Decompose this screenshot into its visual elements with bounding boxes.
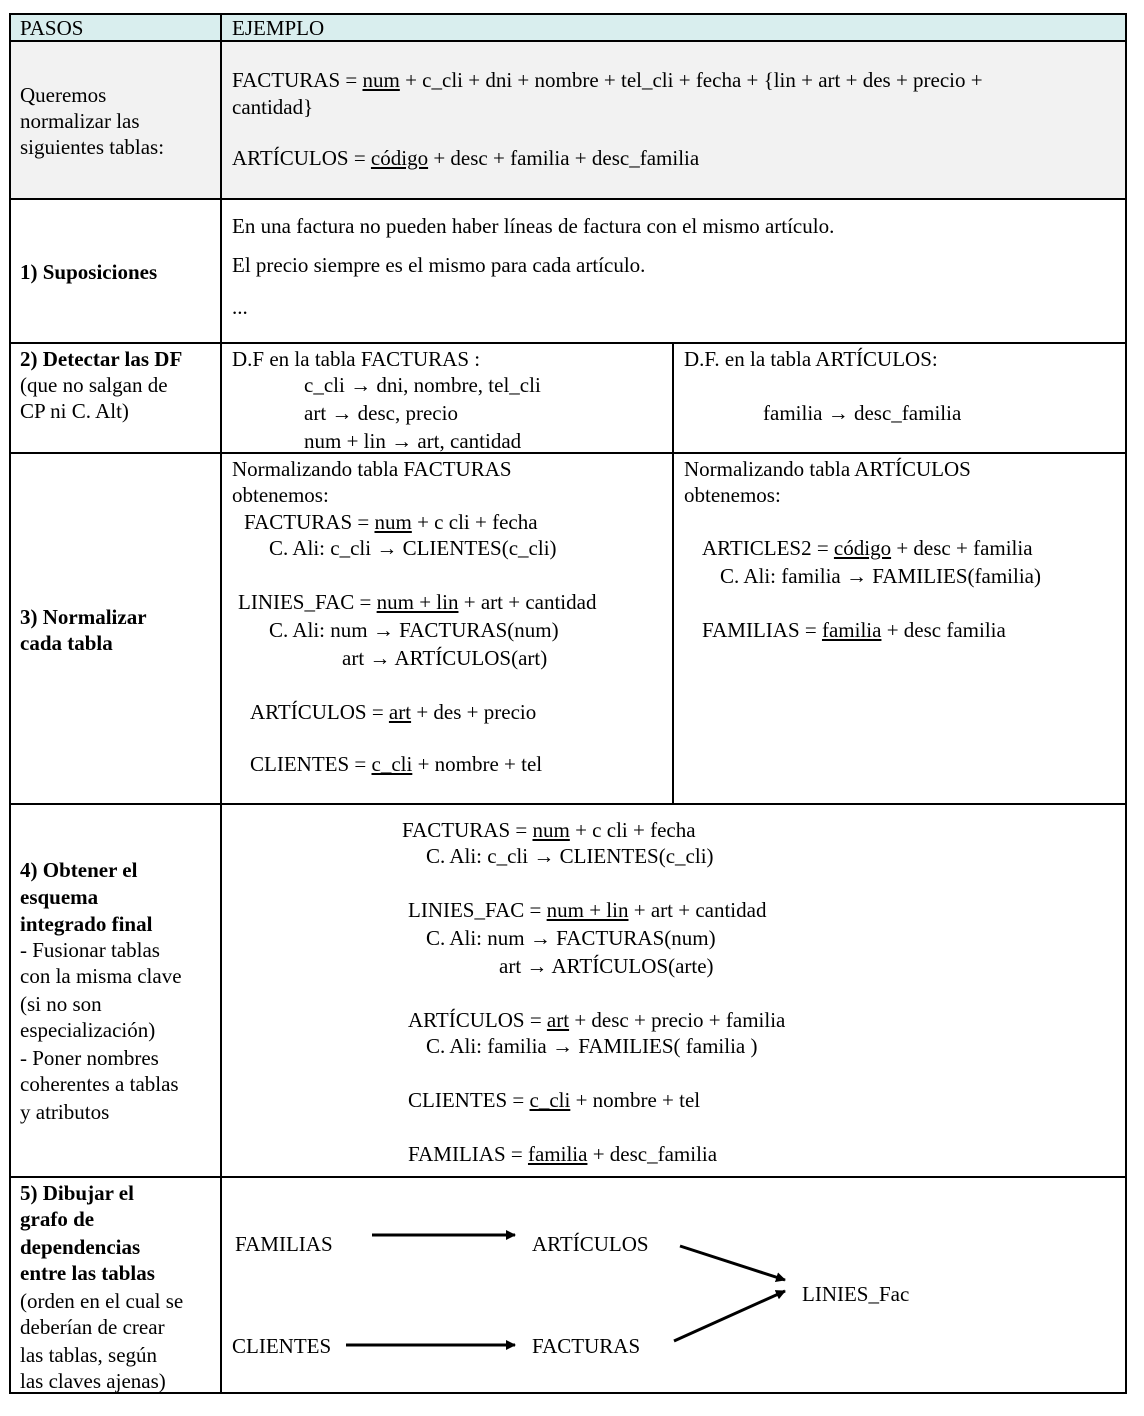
step5-title: 5) Dibujar el bbox=[20, 1181, 134, 1205]
step3-title: 3) Normalizar bbox=[20, 605, 147, 629]
intro-facturas-schema-cont: cantidad} bbox=[232, 95, 314, 119]
table-schema: LINIES_FAC = num + lin + art + cantidad bbox=[238, 590, 597, 614]
primary-key: num bbox=[374, 510, 412, 534]
step2-sub: (que no salgan de bbox=[20, 373, 168, 397]
header-pasos: PASOS bbox=[20, 16, 84, 40]
table-schema: FAMILIAS = familia + desc_familia bbox=[408, 1142, 718, 1166]
foreign-key: art → ARTÍCULOS(arte) bbox=[499, 954, 714, 978]
step5-note: las claves ajenas) bbox=[20, 1369, 166, 1393]
arrow-icon: → bbox=[376, 536, 398, 560]
arrow-icon: → bbox=[552, 1034, 573, 1058]
functional-dependency: familia → desc_familia bbox=[763, 401, 962, 425]
step5-note: las tablas, según bbox=[20, 1343, 158, 1367]
foreign-key: art → ARTÍCULOS(art) bbox=[342, 646, 548, 670]
primary-key: art bbox=[546, 1008, 570, 1032]
primary-key: num + lin bbox=[546, 898, 629, 922]
step2-sub: CP ni C. Alt) bbox=[20, 399, 129, 423]
header-row-bg bbox=[10, 14, 1126, 41]
foreign-key: C. Ali: num → FACTURAS(num) bbox=[426, 926, 716, 950]
intro-facturas-schema: FACTURAS = num + c_cli + dni + nombre + tel_cli + fecha + {lin + art + des + precio + bbox=[232, 68, 983, 92]
step4-note: especialización) bbox=[20, 1018, 156, 1042]
row-divider bbox=[9, 452, 1127, 454]
table-schema: ARTICLES2 = código + desc + familia bbox=[702, 536, 1033, 560]
step4-note: y atributos bbox=[20, 1100, 110, 1124]
column-divider bbox=[220, 13, 222, 1394]
functional-dependency: num + lin → art, cantidad bbox=[304, 429, 522, 453]
primary-key: num bbox=[362, 68, 400, 92]
functional-dependency: art → desc, precio bbox=[304, 401, 458, 425]
table-border-left bbox=[9, 13, 11, 1394]
arrow-icon: → bbox=[391, 429, 413, 453]
step3-left-intro: obtenemos: bbox=[232, 483, 329, 507]
graph-node-clientes: CLIENTES bbox=[232, 1334, 332, 1358]
graph-node-facturas: FACTURAS bbox=[532, 1334, 641, 1358]
primary-key: código bbox=[833, 536, 892, 560]
graph-node-familias: FAMILIAS bbox=[235, 1232, 333, 1256]
edge-facturas-linies bbox=[674, 1291, 785, 1341]
step4-title: integrado final bbox=[20, 912, 153, 936]
arrow-icon: → bbox=[827, 401, 849, 425]
primary-key: familia bbox=[821, 618, 882, 642]
arrow-icon: → bbox=[369, 646, 391, 670]
step4-note: (si no son bbox=[20, 992, 102, 1016]
table-schema: LINIES_FAC = num + lin + art + cantidad bbox=[408, 898, 767, 922]
step5-note: deberían de crear bbox=[20, 1315, 165, 1339]
primary-key: art bbox=[388, 700, 412, 724]
row-divider bbox=[9, 198, 1127, 200]
table-border-top bbox=[9, 13, 1127, 15]
step5-title: entre las tablas bbox=[20, 1261, 155, 1285]
arrow-icon: → bbox=[372, 618, 394, 642]
arrow-icon: → bbox=[533, 844, 555, 868]
row-divider bbox=[9, 342, 1127, 344]
graph-node-articulos: ARTÍCULOS bbox=[532, 1232, 649, 1256]
intro-step-line: siguientes tablas: bbox=[20, 135, 165, 159]
table-schema: ARTÍCULOS = art + desc + precio + familia bbox=[408, 1008, 786, 1032]
functional-dependency: c_cli → dni, nombre, tel_cli bbox=[304, 373, 541, 397]
edge-articulos-linies bbox=[680, 1246, 785, 1280]
step1-title: 1) Suposiciones bbox=[20, 260, 158, 284]
table-border-bottom bbox=[9, 1392, 1127, 1394]
step5-note: (orden en el cual se bbox=[20, 1289, 184, 1313]
step3-right-intro: Normalizando tabla ARTÍCULOS bbox=[684, 457, 971, 481]
graph-node-linies: LINIES_Fac bbox=[802, 1282, 910, 1306]
arrow-icon: → bbox=[529, 926, 551, 950]
foreign-key: C. Ali: c_cli → CLIENTES(c_cli) bbox=[269, 536, 557, 560]
arrow-icon: → bbox=[350, 373, 372, 397]
step4-title: esquema bbox=[20, 885, 99, 909]
subcolumn-divider bbox=[672, 342, 674, 805]
step1-line: ... bbox=[232, 295, 248, 319]
arrow-icon: → bbox=[526, 954, 548, 978]
row-divider bbox=[9, 1176, 1127, 1178]
row-divider bbox=[9, 803, 1127, 805]
intro-step-line: normalizar las bbox=[20, 109, 140, 133]
intro-row-bg bbox=[10, 41, 1126, 199]
step2-left-title: D.F en la tabla FACTURAS : bbox=[232, 347, 481, 371]
step4-note: con la misma clave bbox=[20, 964, 182, 988]
table-schema: FAMILIAS = familia + desc familia bbox=[702, 618, 1006, 642]
step3-left-intro: Normalizando tabla FACTURAS bbox=[232, 457, 512, 481]
step1-line: En una factura no pueden haber líneas de factura con el mismo artículo. bbox=[232, 214, 835, 238]
step2-title: 2) Detectar las DF bbox=[20, 347, 183, 371]
primary-key: familia bbox=[527, 1142, 588, 1166]
row-divider bbox=[9, 40, 1127, 42]
table-schema: ARTÍCULOS = art + des + precio bbox=[250, 700, 537, 724]
arrow-icon: → bbox=[331, 401, 353, 425]
table-schema: CLIENTES = c_cli + nombre + tel bbox=[408, 1088, 701, 1112]
table-schema: CLIENTES = c_cli + nombre + tel bbox=[250, 752, 543, 776]
foreign-key: C. Ali: familia → FAMILIES( familia ) bbox=[426, 1034, 758, 1058]
step3-right-intro: obtenemos: bbox=[684, 483, 781, 507]
step1-line: El precio siempre es el mismo para cada artículo. bbox=[232, 253, 646, 277]
foreign-key: C. Ali: familia → FAMILIES(familia) bbox=[720, 564, 1041, 588]
step4-note: coherentes a tablas bbox=[20, 1072, 179, 1096]
primary-key: c_cli bbox=[529, 1088, 571, 1112]
table-border-right bbox=[1125, 13, 1127, 1394]
primary-key: c_cli bbox=[371, 752, 413, 776]
foreign-key: C. Ali: c_cli → CLIENTES(c_cli) bbox=[426, 844, 714, 868]
intro-step-line: Queremos bbox=[20, 83, 107, 107]
foreign-key: C. Ali: num → FACTURAS(num) bbox=[269, 618, 559, 642]
primary-key: num + lin bbox=[376, 590, 459, 614]
primary-key: num bbox=[532, 818, 570, 842]
step3-title: cada tabla bbox=[20, 631, 113, 655]
table-schema: FACTURAS = num + c cli + fecha bbox=[402, 818, 696, 842]
step4-note: - Poner nombres bbox=[20, 1046, 159, 1070]
primary-key: código bbox=[370, 146, 429, 170]
step4-title: 4) Obtener el bbox=[20, 858, 138, 882]
intro-articulos-schema: ARTÍCULOS = código + desc + familia + desc_familia bbox=[232, 146, 700, 170]
step5-title: dependencias bbox=[20, 1235, 141, 1259]
arrow-icon: → bbox=[846, 564, 867, 588]
step4-note: - Fusionar tablas bbox=[20, 938, 160, 962]
table-schema: FACTURAS = num + c cli + fecha bbox=[244, 510, 538, 534]
header-ejemplo: EJEMPLO bbox=[232, 16, 325, 40]
step5-title: grafo de bbox=[20, 1207, 95, 1231]
step2-right-title: D.F. en la tabla ARTÍCULOS: bbox=[684, 347, 938, 371]
